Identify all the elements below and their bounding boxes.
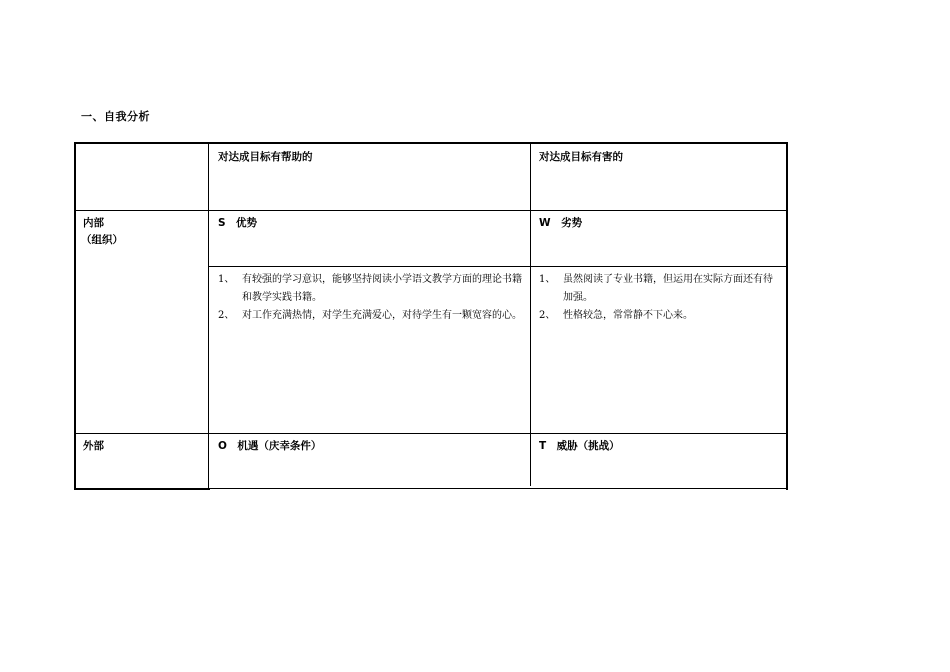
header-harmful: 对达成目标有害的 <box>539 151 623 163</box>
internal-label: 内部 <box>83 217 104 229</box>
list-item-number: 2、 <box>539 310 556 321</box>
table-border-top <box>74 142 788 144</box>
section-heading: 一、自我分析 <box>81 110 150 123</box>
list-item-text: 有较强的学习意识，能够坚持阅读小学语文教学方面的理论书籍和教学实践书籍。 <box>242 274 522 303</box>
list-item <box>218 307 524 325</box>
opportunities-title: O 机遇（庆幸条件） <box>218 440 322 452</box>
list-item-number: 1、 <box>218 274 235 285</box>
list-item-text: 性格较急，常常静不下心来。 <box>563 310 693 321</box>
row-divider-bottom-right <box>208 488 788 489</box>
strengths-list <box>218 271 524 325</box>
table-border-left <box>74 142 76 490</box>
list-item <box>218 271 524 307</box>
list-item-text: 虽然阅读了专业书籍，但运用在实际方面还有待加强。 <box>563 274 773 303</box>
internal-label-sub: （组织） <box>81 234 123 246</box>
table-border-bottom-left <box>74 488 210 490</box>
row-divider-header <box>74 210 788 211</box>
external-label: 外部 <box>83 440 104 452</box>
list-item <box>539 307 781 325</box>
strengths-title: S 优势 <box>218 217 258 229</box>
threats-title: T 威胁（挑战） <box>539 440 620 452</box>
header-helpful: 对达成目标有帮助的 <box>218 151 313 163</box>
column-divider-2 <box>530 142 531 486</box>
row-divider-internal <box>74 433 788 434</box>
weaknesses-list <box>539 271 781 325</box>
row-divider-internal-sub <box>208 266 788 267</box>
list-item <box>539 271 781 307</box>
weaknesses-title: W 劣势 <box>539 217 583 229</box>
list-item-number: 2、 <box>218 310 235 321</box>
swot-table <box>74 142 788 490</box>
list-item-number: 1、 <box>539 274 556 285</box>
table-border-right <box>786 142 788 490</box>
list-item-text: 对工作充满热情，对学生充满爱心，对待学生有一颗宽容的心。 <box>242 310 522 321</box>
column-divider-1 <box>208 142 209 490</box>
